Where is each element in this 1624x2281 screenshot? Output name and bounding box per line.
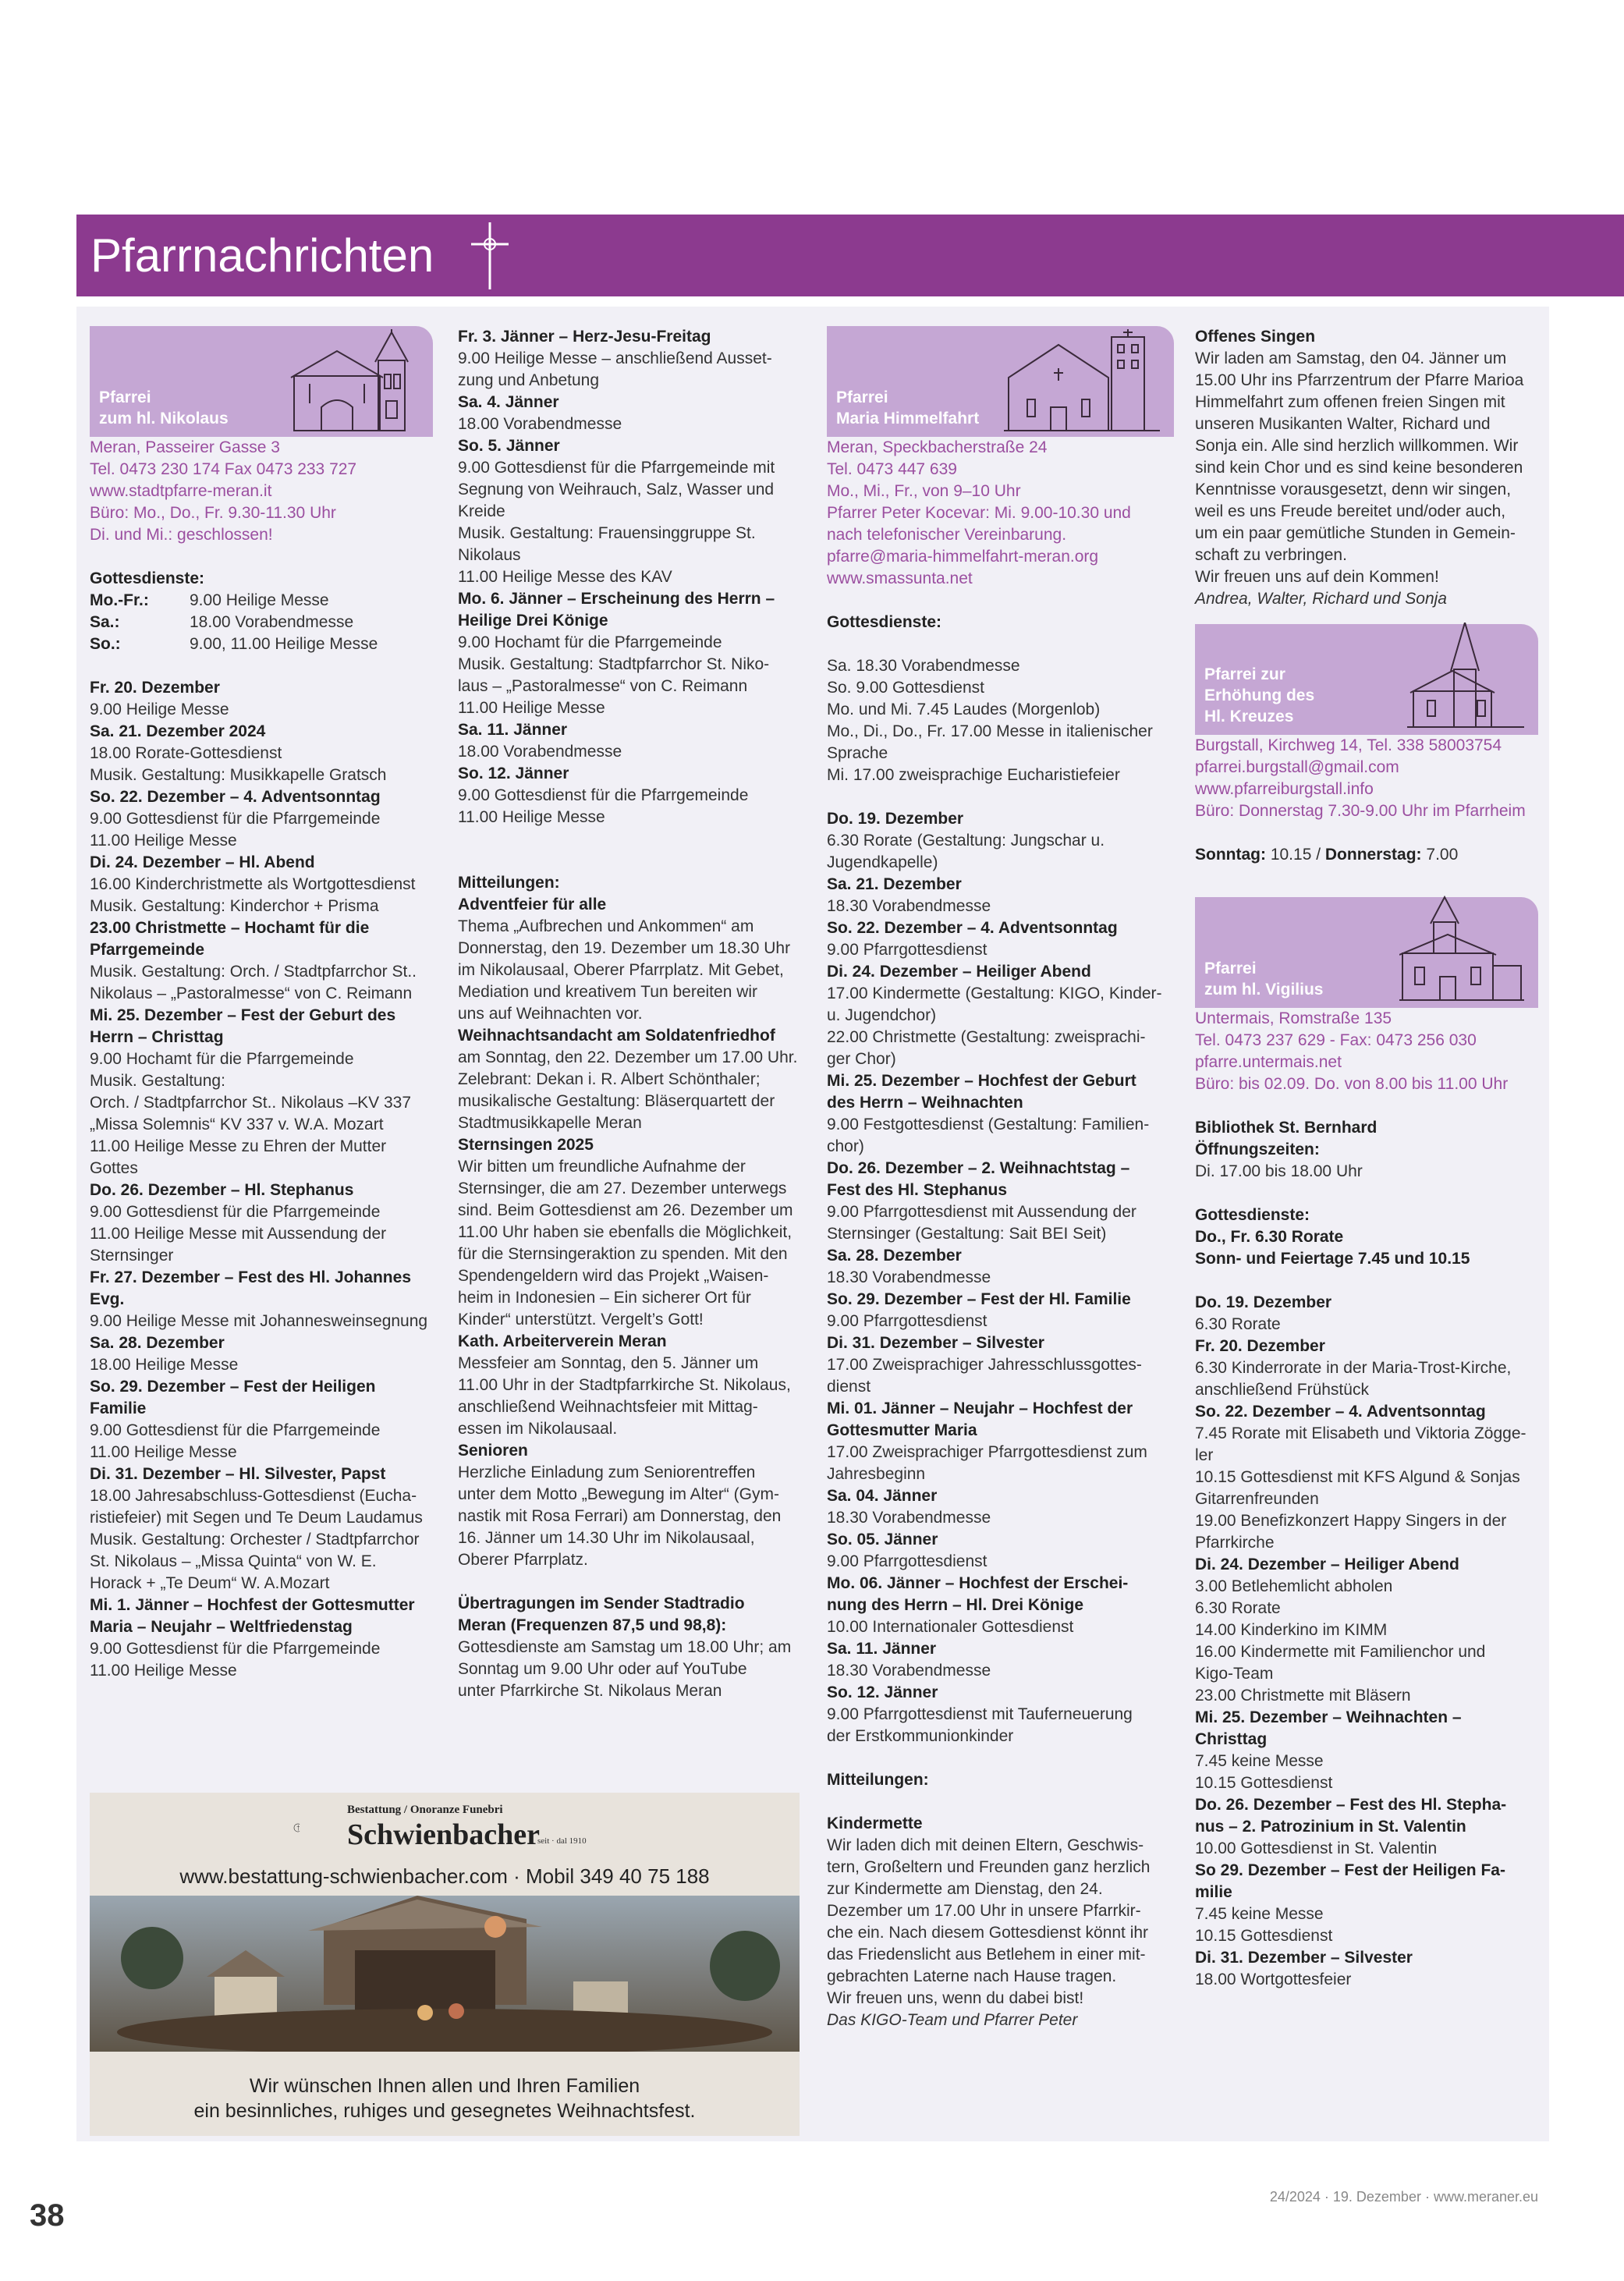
schedule-line: zur Kindermette am Dienstag, den 24.: [827, 1880, 1103, 1898]
schedule-line: Wir laden dich mit deinen Eltern, Geschwis-: [827, 1836, 1144, 1854]
offenes-singen: [1195, 326, 1538, 610]
schedule-heading: Mo. 06. Jänner – Hochfest der Erschei-: [827, 1574, 1129, 1592]
column-himmelfahrt: [827, 326, 1174, 2031]
schedule-heading: Gottesdienste:: [1195, 1206, 1310, 1224]
schedule-line: 22.00 Christmette (Gestaltung: zweisprachi-: [827, 1028, 1146, 1046]
parish-header-nikolaus: [90, 326, 433, 437]
schedule-line: 18.00 Jahresabschluss-Gottesdienst (Eucha-: [90, 1487, 417, 1505]
schedule-line: 11.00 Heilige Messe: [458, 699, 605, 717]
schedule-line: musikalische Gestaltung: Bläserquartett der: [458, 1092, 775, 1110]
schedule-heading: Do., Fr. 6.30 Rorate: [1195, 1228, 1344, 1246]
schedule-heading: Gottesdienste:: [827, 613, 942, 631]
schedule-line: Musik. Gestaltung: Stadtpfarrchor St. Niko-: [458, 655, 770, 673]
issue-footer: 24/2024 · 19. Dezember · www.meraner.eu: [1269, 2189, 1538, 2205]
schedule-line: 9.00 Heilige Messe – anschließend Ausset-: [458, 349, 772, 367]
schedule-heading: Kindermette: [827, 1815, 923, 1832]
spacer: [458, 828, 801, 850]
schedule-line: 9.00 Hochamt für die Pfarrgemeinde: [458, 633, 722, 651]
schedule-heading: Evg.: [90, 1290, 125, 1308]
schedule-line: 9.00 Gottesdienst für die Pfarrgemeinde: [458, 786, 749, 804]
schedule-heading: Fr. 20. Dezember: [90, 679, 220, 697]
schedule-heading: Di. 31. Dezember – Hl. Silvester, Papst: [90, 1465, 386, 1483]
schedule-heading: nus – 2. Patrozinium in St. Valentin: [1195, 1818, 1466, 1836]
schedule-heading: Di. 31. Dezember – Silvester: [827, 1334, 1044, 1352]
schedule-line: unter Pfarrkirche St. Nikolaus Meran: [458, 1682, 722, 1700]
schedule-line: 18.30 Vorabendmesse: [827, 1662, 991, 1680]
schedule-heading: Mitteilungen:: [827, 1771, 929, 1789]
schedule-line: Jugendkapelle): [827, 853, 938, 871]
schedule-line: 11.00 Heilige Messe zu Ehren der Mutter: [90, 1137, 387, 1155]
schedule-line: Kreide: [458, 502, 505, 520]
schedule-line: 7.45 keine Messe: [1195, 1905, 1324, 1923]
schedule-heading: Mitteilungen:: [458, 874, 560, 892]
schedule-heading: des Herrn – Weihnachten: [827, 1094, 1023, 1112]
schedule-line: 10.15 Gottesdienst: [1195, 1774, 1333, 1792]
schedule-line: sind. Beim Gottesdienst am 26. Dezember um: [458, 1201, 793, 1219]
schedule-himmelfahrt: [827, 590, 1174, 2031]
schedule-line: dienst: [827, 1378, 871, 1396]
services-list: Mo.-Fr.: 9.00 Heilige Messe Sa.: 18.00 Vorabendmesse So.: 9.00, 11.00 Heilige Messe: [90, 591, 378, 653]
advertisement-schwienbacher[interactable]: [90, 1793, 800, 2136]
parish-label: Pfarrei zum hl. Nikolaus: [99, 388, 229, 427]
schedule-line: 16.00 Kinderchristmette als Wortgottesdienst: [90, 875, 416, 893]
schedule-line: uns auf Weihnachten vor.: [458, 1005, 643, 1023]
schedule-line: Musik. Gestaltung: Frauensinggruppe St.: [458, 524, 756, 542]
schedule-heading: Adventfeier für alle: [458, 896, 607, 913]
schedule-line: Wir freuen uns, wenn du dabei bist!: [827, 1989, 1084, 2007]
schedule-line: unter dem Motto „Bewegung im Alter“ (Gym-: [458, 1485, 779, 1503]
schedule-line: Musik. Gestaltung: Orchester / Stadtpfarrchor: [90, 1531, 420, 1548]
schedule-heading: Mo. 6. Jänner – Erscheinung des Herrn –: [458, 590, 775, 608]
schedule-heading: Christtag: [1195, 1730, 1268, 1748]
church-icon: [1004, 329, 1160, 432]
schedule-line: 9.00 Gottesdienst für die Pfarrgemeinde: [90, 1203, 381, 1221]
schedule-heading: So. 05. Jänner: [827, 1531, 938, 1548]
schedule-line: Zelebrant: Dekan i. R. Albert Schönthaler;: [458, 1070, 761, 1088]
schedule-line: nastik mit Rosa Ferrari) am Donnerstag, den: [458, 1507, 782, 1525]
schedule-line: 11.00 Heilige Messe: [90, 832, 237, 850]
schedule-line: Sprache: [827, 744, 888, 762]
schedule-line: 18.30 Vorabendmesse: [827, 1509, 991, 1527]
schedule-heading: So. 12. Jänner: [827, 1683, 938, 1701]
schedule-line: 11.00 Heilige Messe des KAV: [458, 568, 672, 586]
schedule-line: der Erstkommunionkinder: [827, 1727, 1014, 1745]
schedule-heading: Di. 24. Dezember – Heiliger Abend: [1195, 1556, 1459, 1573]
schedule-line: 16.00 Kindermette mit Familienchor und: [1195, 1643, 1486, 1661]
schedule-line: essen im Nikolausaal.: [458, 1420, 618, 1438]
schedule-line: Messfeier am Sonntag, den 5. Jänner um: [458, 1354, 759, 1372]
contact-block: Meran, Speckbacherstraße 24 Tel. 0473 447 639 Mo., Mi., Fr., von 9–10 Uhr Pfarrer Peter Kocevar: Mi. 9.00-10.30 und nach telefonischer Vereinbarung. pfarre@maria-himmelfahrt-meran.org www.smassunta.net: [827, 437, 1174, 590]
schedule-line: 10.00 Gottesdienst in St. Valentin: [1195, 1839, 1438, 1857]
schedule-line: im Nikolausaal, Oberer Pfarrplatz. Mit Gebet,: [458, 961, 784, 979]
schedule-line: Donnerstag, den 19. Dezember um 18.30 Uhr: [458, 939, 791, 957]
spacer: [1195, 1270, 1538, 1292]
schedule-heading: Di. 31. Dezember – Silvester: [1195, 1949, 1413, 1967]
schedule-heading: Do. 19. Dezember: [827, 810, 964, 828]
schedule-line: Mi. 17.00 zweisprachige Eucharistiefeier: [827, 766, 1120, 784]
schedule-line: 3.00 Betlehemlicht abholen: [1195, 1577, 1393, 1595]
schedule-line: 17.00 Zweisprachiger Pfarrgottesdienst zum: [827, 1443, 1147, 1461]
schedule-line: Sternsinger, die am 27. Dezember unterwegs: [458, 1180, 787, 1197]
schedule-heading: So 29. Dezember – Fest der Heiligen Fa-: [1195, 1861, 1505, 1879]
schedule-line: Stadtmusikkapelle Meran: [458, 1114, 642, 1132]
schedule-heading: So. 12. Jänner: [458, 764, 569, 782]
schedule-heading: Fest des Hl. Stephanus: [827, 1181, 1008, 1199]
schedule-heading: Bibliothek St. Bernhard: [1195, 1119, 1378, 1137]
schedule-line: 6.30 Rorate (Gestaltung: Jungschar u.: [827, 832, 1105, 850]
schedule-heading: Pfarrgemeinde: [90, 941, 205, 959]
schedule-line: Orch. / Stadtpfarrchor St.. Nikolaus –KV 337: [90, 1094, 412, 1112]
schedule-heading: Sa. 4. Jänner: [458, 393, 559, 411]
schedule-line: Musik. Gestaltung:: [90, 1072, 225, 1090]
schedule-line: 9.00 Pfarrgottesdienst: [827, 1552, 988, 1570]
schedule-line: um ein paar gemütliche Stunden in Gemein-: [1195, 524, 1516, 542]
spacer: [827, 786, 1174, 808]
schedule-heading: Meran (Frequenzen 87,5 und 98,8):: [458, 1616, 727, 1634]
ad-brand-subtitle: Bestattung / Onoranze Funebri: [347, 1804, 503, 1816]
schedule-line: ristiefeier) mit Segen und Te Deum Laudamus: [90, 1509, 423, 1527]
church-icon: [1407, 623, 1524, 730]
schedule-line: weil es uns Freude bereitet und/oder auch,: [1195, 502, 1506, 520]
schedule-line: Thema „Aufbrechen und Ankommen“ am: [458, 917, 754, 935]
schedule-line: anschließend Weihnachtsfeier mit Mittag-: [458, 1398, 758, 1416]
schedule-line: zung und Anbetung: [458, 371, 600, 389]
spacer: [827, 590, 1174, 612]
schedule-line: 9.00 Pfarrgottesdienst mit Tauferneuerung: [827, 1705, 1133, 1723]
parish-header-vigilius: [1195, 897, 1538, 1008]
schedule-heading: Kath. Arbeiterverein Meran: [458, 1332, 667, 1350]
schedule-heading: So. 29. Dezember – Fest der Heiligen: [90, 1378, 376, 1396]
spacer: [1195, 1095, 1538, 1117]
schedule-line: am Sonntag, den 22. Dezember um 17.00 Uhr.: [458, 1048, 798, 1066]
schedule-line: chor): [827, 1137, 864, 1155]
schedule-line: 18.00 Rorate-Gottesdienst: [90, 744, 282, 762]
schedule-line: 18.00 Wortgottesfeier: [1195, 1971, 1352, 1988]
schedule-heading: milie: [1195, 1883, 1232, 1901]
schedule-line: 10.15 Gottesdienst: [1195, 1927, 1333, 1945]
schedule-heading: Do. 26. Dezember – Hl. Stephanus: [90, 1181, 354, 1199]
schedule-heading: Sa. 11. Jänner: [827, 1640, 937, 1658]
schedule-heading: So. 22. Dezember – 4. Adventsonntag: [1195, 1403, 1486, 1421]
ad-url[interactable]: www.bestattung-schwienbacher.com · Mobil 349 40 75 188: [179, 1864, 710, 1888]
section-header: [76, 215, 1624, 296]
schedule-heading: Sa. 21. Dezember 2024: [90, 722, 266, 740]
schedule-line: laus – „Pastoralmesse“ von C. Reimann: [458, 677, 748, 695]
nativity-scene-image: [90, 1896, 800, 2052]
contact-block: Meran, Passeirer Gasse 3 Tel. 0473 230 174 Fax 0473 233 727 www.stadtpfarre-meran.it Büro: Mo., Do., Fr. 9.30-11.30 Uhr Di. und Mi.: geschlossen!: [90, 437, 433, 546]
schedule-heading: Sonn- und Feiertage 7.45 und 10.15: [1195, 1250, 1470, 1268]
schedule-heading: Weihnachtsandacht am Soldatenfriedhof: [458, 1027, 775, 1045]
schedule-heading: So. 22. Dezember – 4. Adventsonntag: [827, 919, 1118, 937]
schedule-heading: Fr. 20. Dezember: [1195, 1337, 1325, 1355]
schedule-line: Sonntag um 9.00 Uhr oder auf YouTube: [458, 1660, 747, 1678]
schedule-line: Kenntnisse vorausgesetzt, denn wir singen,: [1195, 481, 1512, 498]
schedule-line: che ein. Nach diesem Gottesdienst könnt ihr: [827, 1924, 1149, 1942]
schedule-line: 11.00 Uhr haben sie ebenfalls die Möglichkeit,: [458, 1223, 792, 1241]
schedule-nikolaus: [90, 677, 433, 1682]
schedule-line: heim in Indonesien – Ein sicherer Ort für: [458, 1289, 751, 1307]
schedule-heading: Offenes Singen: [1195, 328, 1316, 346]
schedule-heading: nung des Herrn – Hl. Drei Könige: [827, 1596, 1084, 1614]
schedule-line: 14.00 Kinderkino im KIMM: [1195, 1621, 1388, 1639]
website-link[interactable]: www.pfarreiburgstall.info: [1195, 780, 1374, 798]
schedule-line: 9.00 Pfarrgottesdienst: [827, 941, 988, 959]
schedule-heading: Herrn – Christtag: [90, 1028, 224, 1046]
contact-block: Untermais, Romstraße 135 Tel. 0473 237 629 - Fax: 0473 256 030 pfarre.untermais.net Büro: bis 02.09. Do. von 8.00 bis 11.00 Uhr: [1195, 1008, 1538, 1095]
schedule-heading: Fr. 3. Jänner – Herz-Jesu-Freitag: [458, 328, 711, 346]
schedule-line: Wir bitten um freundliche Aufnahme der: [458, 1158, 746, 1176]
schedule-line: 9.00 Gottesdienst für die Pfarrgemeinde: [90, 1421, 381, 1439]
schedule-heading: Di. 24. Dezember – Hl. Abend: [90, 853, 315, 871]
email-link[interactable]: pfarre@maria-himmelfahrt-meran.org: [827, 548, 1099, 566]
parish-label: Pfarrei zum hl. Vigilius: [1204, 960, 1324, 999]
email-link[interactable]: pfarrei.burgstall@gmail.com: [1195, 758, 1399, 776]
schedule-line: 23.00 Christmette mit Bläsern: [1195, 1687, 1411, 1705]
schedule-heading: Sa. 21. Dezember: [827, 875, 962, 893]
cross-icon: [468, 221, 512, 291]
schedule-line: 11.00 Heilige Messe: [458, 808, 605, 826]
schedule-line: Kinder“ unterstützt. Vergelt’s Gott!: [458, 1311, 704, 1329]
schedule-line: Musik. Gestaltung: Orch. / Stadtpfarrchor St..: [90, 963, 417, 981]
schedule-line: Di. 17.00 bis 18.00 Uhr: [1195, 1162, 1363, 1180]
schedule-line: Spendengeldern wird das Projekt „Waisen-: [458, 1267, 769, 1285]
contact-block: Burgstall, Kirchweg 14, Tel. 338 58003754 pfarrei.burgstall@gmail.com www.pfarreiburgstall.info Büro: Donnerstag 7.30-9.00 Uhr im Pfarrheim: [1195, 735, 1538, 822]
church-icon: [1399, 896, 1524, 1003]
schedule-heading: Familie: [90, 1399, 147, 1417]
schedule-line: Das KIGO-Team und Pfarrer Peter: [827, 2011, 1078, 2029]
ad-since: seit · dal 1910: [537, 1836, 587, 1846]
schedule-line: 9.00 Heilige Messe: [90, 701, 229, 718]
parish-label: Pfarrei zur Erhöhung des Hl. Kreuzes: [1204, 665, 1315, 725]
schedule-heading: 23.00 Christmette – Hochamt für die: [90, 919, 370, 937]
schedule-vigilius: [1195, 1095, 1538, 1991]
schedule-line: 16. Jänner um 14.30 Uhr im Nikolausaal,: [458, 1529, 755, 1547]
page-title: Pfarrnachrichten: [90, 229, 434, 282]
schedule-heading: Sternsingen 2025: [458, 1136, 594, 1154]
schedule-line: 17.00 Kindermette (Gestaltung: KIGO, Kinder-: [827, 984, 1162, 1002]
schedule-heading: Übertragungen im Sender Stadtradio: [458, 1595, 745, 1612]
schedule-line: Horack + „Te Deum“ W. A.Mozart: [90, 1574, 330, 1592]
schedule-line: 6.30 Rorate: [1195, 1599, 1281, 1617]
schedule-line: sind kein Chor und es sind keine besonderen: [1195, 459, 1523, 477]
schedule-heading: Senioren: [458, 1442, 528, 1460]
schedule-line: Nikolaus: [458, 546, 521, 564]
schedule-line: Sternsinger (Gestaltung: Sait BEI Seit): [827, 1225, 1107, 1243]
church-icon: [286, 329, 419, 432]
schedule-line: das Friedenslicht aus Betlehem in einer mit-: [827, 1946, 1146, 1964]
schedule-heading: Sa. 11. Jänner: [458, 721, 568, 739]
schedule-heading: Mi. 1. Jänner – Hochfest der Gottesmutter: [90, 1596, 415, 1614]
services-title: Gottesdienste:: [90, 569, 205, 587]
schedule-line: 9.00 Heilige Messe mit Johannesweinsegnung: [90, 1312, 428, 1330]
schedule-line: 18.00 Vorabendmesse: [458, 743, 622, 761]
schedule-line: 6.30 Kinderrorate in der Maria-Trost-Kirche,: [1195, 1359, 1512, 1377]
schedule-line: 9.00 Pfarrgottesdienst: [827, 1312, 988, 1330]
schedule-line: Mo. und Mi. 7.45 Laudes (Morgenlob): [827, 701, 1101, 718]
schedule-line: Pfarrkirche: [1195, 1534, 1275, 1552]
schedule-line: ler: [1195, 1446, 1214, 1464]
schedule-line: 11.00 Heilige Messe: [90, 1443, 237, 1461]
ad-wish: Wir wünschen Ihnen allen und Ihren Familien ein besinnliches, ruhiges und gesegnetes Weihnachtsfest.: [193, 2075, 696, 2122]
schedule-line: Herzliche Einladung zum Seniorentreffen: [458, 1463, 756, 1481]
schedule-line: 17.00 Zweisprachiger Jahresschlussgottes-: [827, 1356, 1142, 1374]
spacer: [458, 850, 801, 872]
schedule-line: Musik. Gestaltung: Musikkapelle Gratsch: [90, 766, 387, 784]
schedule-heading: Mi. 25. Dezember – Hochfest der Geburt: [827, 1072, 1136, 1090]
schedule-line: „Missa Solemnis“ KV 337 v. W.A. Mozart: [90, 1116, 384, 1133]
schedule-line: 18.30 Vorabendmesse: [827, 897, 991, 915]
schedule-line: Sternsinger: [90, 1247, 174, 1265]
schedule-line: 11.00 Heilige Messe mit Aussendung der: [90, 1225, 387, 1243]
spacer: [827, 633, 1174, 655]
schedule-line: anschließend Frühstück: [1195, 1381, 1369, 1399]
schedule-heading: Mi. 25. Dezember – Weihnachten –: [1195, 1708, 1462, 1726]
schedule-line: Wir laden am Samstag, den 04. Jänner um: [1195, 349, 1507, 367]
schedule-line: Mo., Di., Do., Fr. 17.00 Messe in italienischer: [827, 722, 1153, 740]
schedule-heading: Mi. 01. Jänner – Neujahr – Hochfest der: [827, 1399, 1133, 1417]
schedule-heading: Heilige Drei Könige: [458, 612, 608, 630]
ad-brand: Schwienbacher: [347, 1818, 540, 1851]
schedule-heading: Do. 19. Dezember: [1195, 1293, 1332, 1311]
parish-header-himmelfahrt: [827, 326, 1174, 437]
column-kreuz-vigilius: [1195, 326, 1538, 1991]
schedule-heading: Öffnungszeiten:: [1195, 1140, 1320, 1158]
schedule-line: 7.45 keine Messe: [1195, 1752, 1324, 1770]
spacer: [1195, 1183, 1538, 1204]
schedule-heading: So. 29. Dezember – Fest der Hl. Familie: [827, 1290, 1131, 1308]
spacer: [827, 1791, 1174, 1813]
schedule-line: 6.30 Rorate: [1195, 1315, 1281, 1333]
schedule-heading: So. 5. Jänner: [458, 437, 560, 455]
schedule-line: Gottes: [90, 1159, 138, 1177]
schedule-line: Sonja ein. Alle sind herzlich willkommen. Wir: [1195, 437, 1519, 455]
schedule-heading: Sa. 04. Jänner: [827, 1487, 938, 1505]
schedule-heading: Do. 26. Dezember – 2. Weihnachtstag –: [827, 1159, 1130, 1177]
column-nikolaus-cont: [458, 326, 801, 1702]
schedule-line: für die Sternsingeraktion zu spenden. Mit den: [458, 1245, 788, 1263]
parish-header-kreuz: [1195, 624, 1538, 735]
schedule-line: 15.00 Uhr ins Pfarrzentrum der Pfarre Marioa: [1195, 371, 1524, 389]
schedule-heading: Maria – Neujahr – Weltfriedenstag: [90, 1618, 353, 1636]
spacer: [458, 1571, 801, 1593]
schedule-line: Gitarrenfreunden: [1195, 1490, 1319, 1508]
schedule-line: 9.00 Gottesdienst für die Pfarrgemeinde: [90, 1640, 381, 1658]
schedule-heading: Sa. 28. Dezember: [90, 1334, 225, 1352]
schedule-line: 11.00 Uhr in der Stadtpfarrkirche St. Nikolaus,: [458, 1376, 791, 1394]
schedule-line: 9.00 Gottesdienst für die Pfarrgemeinde mit: [458, 459, 775, 477]
schedule-line: Musik. Gestaltung: Kinderchor + Prisma: [90, 897, 379, 915]
schedule-line: 7.45 Rorate mit Elisabeth und Viktoria Zögge-: [1195, 1424, 1526, 1442]
schedule-line: Himmelfahrt zum offenen freien Singen mit: [1195, 393, 1505, 411]
schedule-line: 19.00 Benefizkonzert Happy Singers in der: [1195, 1512, 1507, 1530]
schedule-line: 11.00 Heilige Messe: [90, 1662, 237, 1680]
schedule-line: 18.00 Heilige Messe: [90, 1356, 239, 1374]
schedule-heading: Fr. 27. Dezember – Fest des Hl. Johannes: [90, 1268, 411, 1286]
page-number: 38: [30, 2198, 65, 2233]
schedule-nikolaus-jan: [458, 326, 801, 1702]
schedule-line: Andrea, Walter, Richard und Sonja: [1195, 590, 1447, 608]
schedule-heading: Di. 24. Dezember – Heiliger Abend: [827, 963, 1091, 981]
schedule-line: schaft zu verbringen.: [1195, 546, 1347, 564]
schedule-line: Dezember um 17.00 Uhr in unsere Pfarrkir-: [827, 1902, 1141, 1920]
schedule-line: Sa. 18.30 Vorabendmesse: [827, 657, 1020, 675]
schedule-line: u. Jugendchor): [827, 1006, 937, 1024]
website-link[interactable]: pfarre.untermais.net: [1195, 1053, 1342, 1071]
column-nikolaus: [90, 326, 433, 1682]
schedule-heading: Do. 26. Dezember – Fest des Hl. Stepha-: [1195, 1796, 1507, 1814]
schedule-line: Oberer Pfarrplatz.: [458, 1551, 588, 1569]
schedule-line: Jahresbeginn: [827, 1465, 926, 1483]
website-link[interactable]: www.smassunta.net: [827, 569, 973, 587]
schedule-line: 18.00 Vorabendmesse: [458, 415, 622, 433]
schedule-line: 9.00 Pfarrgottesdienst mit Aussendung der: [827, 1203, 1136, 1221]
schedule-line: Mediation und kreativem Tun bereiten wir: [458, 983, 758, 1001]
schedule-line: 9.00 Gottesdienst für die Pfarrgemeinde: [90, 810, 381, 828]
schedule-line: tern, Großeltern und Freunden ganz herzlich: [827, 1858, 1151, 1876]
schedule-line: Nikolaus – „Pastoralmesse“ von C. Reimann: [90, 984, 413, 1002]
schedule-line: unseren Musikanten Walter, Richard und: [1195, 415, 1491, 433]
kreuz-mass-times: Sonntag: 10.15 / Donnerstag: 7.00: [1195, 846, 1459, 864]
schedule-line: 10.00 Internationaler Gottesdienst: [827, 1618, 1074, 1636]
schedule-heading: So. 22. Dezember – 4. Adventsonntag: [90, 788, 381, 806]
schedule-line: Gottesdienste am Samstag um 18.00 Uhr; am: [458, 1638, 792, 1656]
schedule-heading: Gottesmutter Maria: [827, 1421, 977, 1439]
funeral-logo-icon: [293, 1800, 347, 1855]
schedule-line: 9.00 Festgottesdienst (Gestaltung: Familien-: [827, 1116, 1150, 1133]
schedule-heading: Sa. 28. Dezember: [827, 1247, 962, 1265]
schedule-line: Kigo-Team: [1195, 1665, 1274, 1683]
schedule-line: 9.00 Hochamt für die Pfarrgemeinde: [90, 1050, 354, 1068]
schedule-line: ger Chor): [827, 1050, 896, 1068]
schedule-line: Wir freuen uns auf dein Kommen!: [1195, 568, 1439, 586]
schedule-line: 18.30 Vorabendmesse: [827, 1268, 991, 1286]
schedule-line: gebrachten Laterne nach Hause tragen.: [827, 1967, 1117, 1985]
schedule-line: St. Nikolaus – „Missa Quinta“ von W. E.: [90, 1552, 377, 1570]
spacer: [827, 1747, 1174, 1769]
schedule-line: So. 9.00 Gottesdienst: [827, 679, 984, 697]
schedule-line: 10.15 Gottesdienst mit KFS Algund & Sonjas: [1195, 1468, 1520, 1486]
schedule-line: Segnung von Weihrauch, Salz, Wasser und: [458, 481, 775, 498]
website-link[interactable]: www.stadtpfarre-meran.it: [90, 482, 272, 500]
parish-label: Pfarrei Maria Himmelfahrt: [836, 388, 980, 427]
schedule-heading: Mi. 25. Dezember – Fest der Geburt des: [90, 1006, 396, 1024]
